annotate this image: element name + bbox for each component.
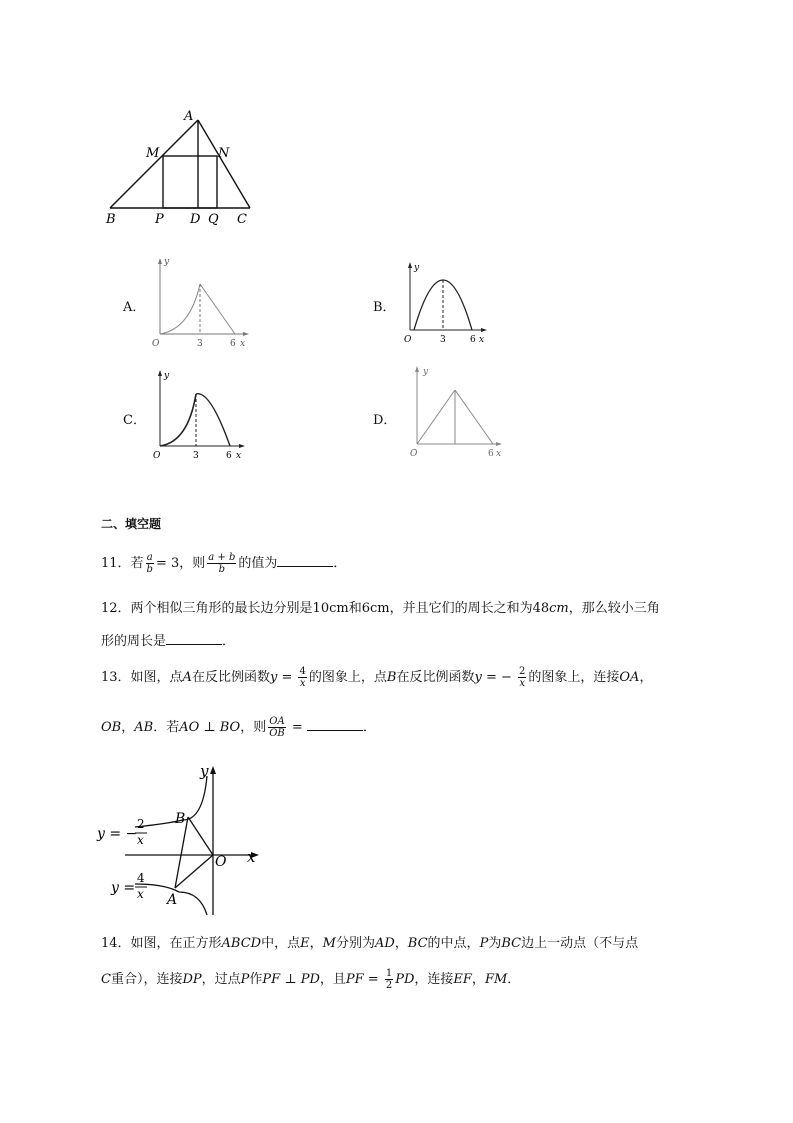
svg-text:3: 3	[197, 339, 203, 349]
section-heading: 二、填空题	[101, 517, 162, 531]
option-a-graph[interactable]	[150, 254, 255, 350]
question-13-line2: OB，AB．若AO ⊥ BO，则 $\frac{OA}{OB}$ = ．	[101, 716, 376, 739]
svg-text:x: x	[236, 451, 242, 461]
svg-text:O: O	[404, 335, 412, 345]
svg-text:y: y	[414, 263, 420, 273]
question-13-line1: 13．如图，点A在反比例函数y = $\frac{4}{x}$ 的图象上，点B在反比例函数y = − $\frac{2}{x}$ 的图象上，连接OA，	[101, 666, 653, 689]
answer-blank[interactable]	[307, 718, 363, 731]
question-14-line1: 14．如图，在正方形ABCD中，点E，M分别为AD，BC的中点，P为BC边上一动点（不与点	[101, 936, 639, 951]
label-B: B	[106, 212, 116, 227]
answer-blank[interactable]	[277, 554, 333, 567]
label-A: A	[184, 109, 194, 124]
svg-text:y: y	[423, 367, 429, 377]
svg-text:x: x	[240, 339, 246, 349]
hyperbola-figure	[95, 760, 270, 918]
svg-text:3: 3	[193, 451, 199, 461]
label-P: P	[155, 212, 164, 227]
svg-text:6: 6	[470, 335, 476, 345]
svg-text:3: 3	[440, 335, 446, 345]
option-c-label[interactable]: C．	[123, 413, 146, 428]
svg-text:y = −: y = −	[97, 826, 138, 842]
svg-text:B: B	[175, 811, 186, 827]
question-12-line1: 12．两个相似三角形的最长边分别是10cm和6cm，并且它们的周长之和为48cm，那么较小三角	[101, 601, 660, 616]
label-C: C	[237, 212, 247, 227]
svg-text:x: x	[137, 833, 144, 847]
option-d-graph[interactable]	[405, 364, 505, 460]
svg-text:y: y	[164, 371, 170, 381]
svg-text:2: 2	[137, 817, 145, 831]
question-14-line2: C重合），连接DP，过点P作PF ⊥ PD，且PF = $\frac{1}{2}$ PD，连接EF，FM．	[101, 968, 521, 991]
option-d-label[interactable]: D．	[373, 413, 397, 428]
question-11: 11．若 $\frac{a}{b}$ = 3，则 $\frac{a + b}{b}$ 的值为 ．	[101, 552, 347, 575]
svg-text:6: 6	[230, 339, 236, 349]
option-c-graph[interactable]	[148, 368, 253, 463]
option-b-label[interactable]: B．	[373, 300, 396, 315]
svg-text:O: O	[410, 449, 418, 459]
question-12-line2: 形的周长是 ．	[101, 634, 236, 649]
svg-text:6: 6	[226, 451, 232, 461]
option-b-graph[interactable]	[400, 260, 500, 348]
svg-text:x: x	[479, 335, 485, 345]
svg-text:x: x	[137, 887, 144, 901]
svg-text:O: O	[152, 339, 160, 349]
svg-text:O: O	[153, 451, 161, 461]
svg-text:y: y	[164, 257, 170, 267]
svg-text:A: A	[167, 892, 178, 908]
option-a-label[interactable]: A．	[123, 300, 146, 315]
label-Q: Q	[208, 212, 219, 227]
label-M: M	[146, 146, 160, 161]
svg-text:x: x	[247, 848, 256, 866]
svg-text:O: O	[215, 854, 227, 870]
label-N: N	[218, 146, 230, 161]
svg-text:y: y	[200, 762, 209, 780]
answer-blank[interactable]	[166, 632, 222, 645]
triangle-figure	[100, 104, 260, 229]
svg-text:x: x	[496, 449, 502, 459]
svg-text:y =: y =	[111, 880, 136, 896]
svg-text:6: 6	[488, 449, 494, 459]
svg-text:4: 4	[137, 871, 145, 885]
label-D: D	[190, 212, 201, 227]
